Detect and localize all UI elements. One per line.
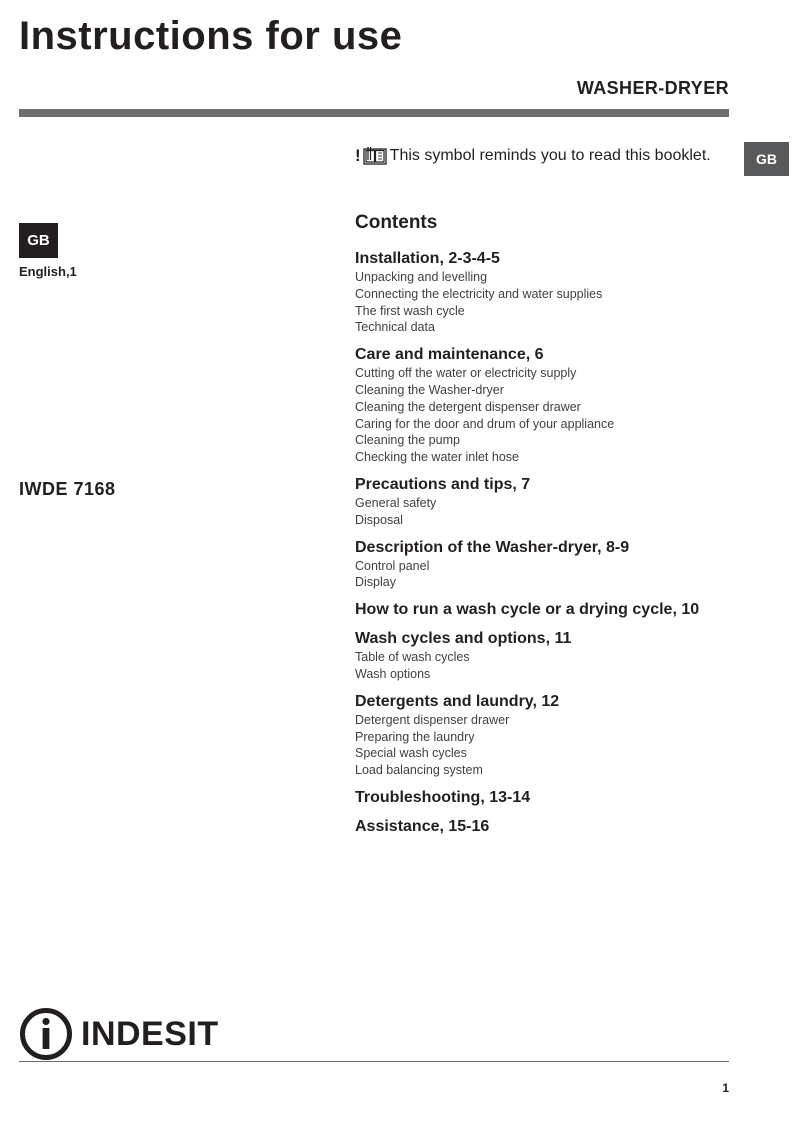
toc-section-title: How to run a wash cycle or a drying cycle, 10	[355, 601, 700, 619]
toc-subitem: General safety	[355, 495, 437, 510]
toc-section-title: Detergents and laundry, 12	[355, 692, 560, 710]
toc-subitem-list	[355, 269, 735, 336]
toc-section	[355, 788, 735, 808]
booklet-icon	[363, 146, 387, 166]
toc-section	[355, 475, 735, 529]
language-label: English,1	[19, 264, 77, 279]
footer-divider	[19, 1061, 729, 1062]
toc-subitem: Unpacking and levelling	[355, 270, 488, 284]
toc-subitem: Control panel	[355, 558, 430, 573]
toc-subitem: Cutting off the water or electricity supply	[355, 366, 577, 381]
toc-subitem: Load balancing system	[355, 763, 483, 778]
read-booklet-notice	[355, 146, 711, 166]
toc-subitem: Wash options	[355, 666, 431, 681]
toc-subitem-list	[355, 558, 735, 592]
toc-subitem: Disposal	[355, 512, 403, 527]
language-badge: GB	[19, 223, 58, 258]
toc-subitem-list	[355, 712, 735, 779]
model-number: IWDE 7168	[19, 479, 116, 499]
toc-subitem: The first wash cycle	[355, 303, 465, 318]
page-number: 1	[722, 1081, 729, 1095]
toc-subitem: Connecting the electricity and water supplies	[355, 286, 603, 301]
toc-subitem: Special wash cycles	[355, 746, 467, 761]
header-divider	[19, 109, 729, 117]
contents-heading: Contents	[355, 212, 438, 233]
toc-section-title: Troubleshooting, 13-14	[355, 788, 531, 806]
toc-subitem-list	[355, 649, 735, 683]
document-title: Instructions for use	[19, 14, 403, 58]
toc-section	[355, 692, 735, 779]
brand-i-icon	[19, 1007, 73, 1061]
toc-subitem: Cleaning the pump	[355, 433, 460, 448]
toc-subitem: Cleaning the detergent dispenser drawer	[355, 399, 581, 414]
warning-mark: !	[355, 146, 361, 165]
toc-section-title: Assistance, 15-16	[355, 817, 490, 835]
toc-section-title: Installation, 2-3-4-5	[355, 250, 500, 267]
toc-section-title: Precautions and tips, 7	[355, 475, 531, 493]
toc-section	[355, 600, 735, 620]
toc-subitem: Technical data	[355, 320, 435, 335]
brand-logo	[19, 1007, 219, 1061]
notice-text: This symbol reminds you to read this booklet.	[389, 147, 711, 164]
table-of-contents	[355, 211, 735, 846]
toc-subitem: Cleaning the Washer-dryer	[355, 382, 504, 397]
toc-section	[355, 538, 735, 592]
toc-subitem: Detergent dispenser drawer	[355, 712, 510, 727]
side-language-tab: GB	[744, 142, 789, 176]
brand-wordmark: INDESIT	[81, 1014, 219, 1053]
toc-subitem: Checking the water inlet hose	[355, 450, 519, 465]
toc-subitem-list	[355, 365, 735, 466]
toc-section	[355, 629, 735, 683]
toc-subitem: Preparing the laundry	[355, 729, 475, 744]
toc-section-title: Care and maintenance, 6	[355, 346, 544, 364]
toc-subitem: Caring for the door and drum of your appliance	[355, 416, 615, 431]
product-type: WASHER-DRYER	[576, 78, 729, 98]
toc-section-title: Wash cycles and options, 11	[355, 630, 572, 648]
toc-section-title: Description of the Washer-dryer, 8-9	[355, 538, 630, 556]
toc-section	[355, 345, 735, 466]
toc-subitem: Display	[355, 575, 396, 590]
toc-section-list	[355, 249, 735, 837]
toc-subitem: Table of wash cycles	[355, 650, 470, 665]
toc-section	[355, 817, 735, 837]
toc-subitem-list	[355, 495, 735, 529]
toc-section	[355, 249, 735, 336]
